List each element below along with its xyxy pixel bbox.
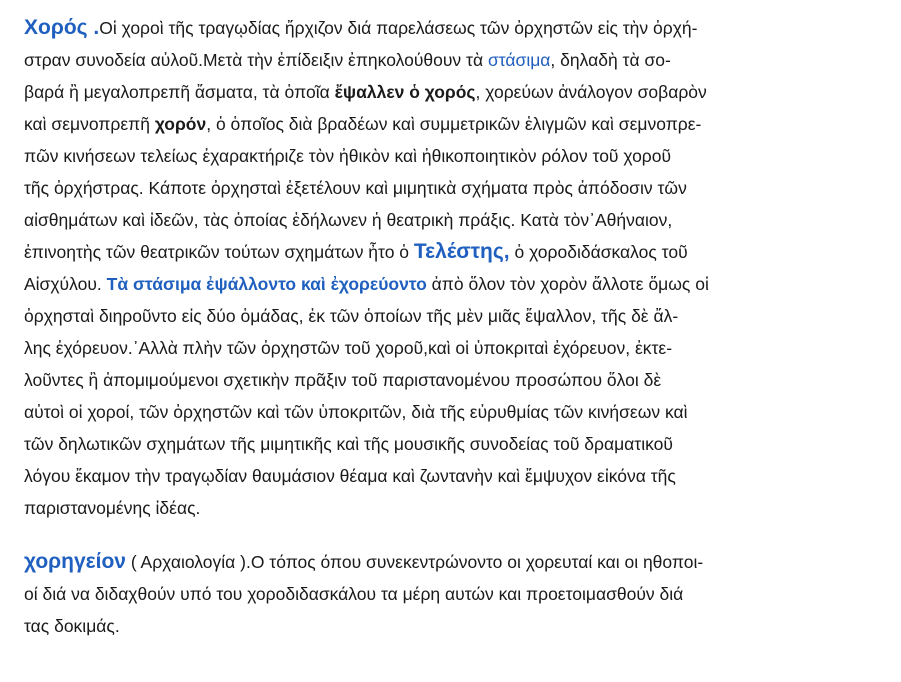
- highlight-stasima-phrase: Τὰ στάσιμα ἐψάλλοντο καὶ ἐχορεύοντο: [106, 274, 427, 294]
- text-line: τῆς ὀρχήστρας. Κάποτε ὀρχησταὶ ἐξετέλουν καὶ μιμητικὰ σχήματα πρὸς ἀπόδοσιν τῶν: [24, 178, 687, 198]
- text-line: τας δοκιμάς.: [24, 616, 120, 636]
- text-line: οί διά να διδαχθούν υπό του χοροδιδασκάλου τα μέρη αυτών και προετοιμασθούν διά: [24, 584, 684, 604]
- text-line: βαρά ἢ μεγαλοπρεπῆ ἄσματα, τὰ ὁποῖα ἔψαλλεν ὁ χορός, χορεύων ἀνάλογον σοβαρὸν: [24, 82, 707, 102]
- text-line: ἐπινοητὴς τῶν θεατρικῶν τούτων σχημάτων ἦτο ὁ Τελέστης, ὁ χοροδιδάσκαλος τοῦ: [24, 240, 688, 263]
- highlight-stasima: στάσιμα: [487, 50, 551, 70]
- text-line: λόγου ἔκαμον τὴν τραγῳδίαν θαυμάσιον θέαμα καὶ ζωντανὴν καὶ ἔμψυχον εἰκόνα τῆς: [24, 466, 676, 486]
- entry-choregeion: [24, 546, 890, 642]
- text-line: αἰσθημάτων καὶ ἰδεῶν, τὰς ὁποίας ἐδήλωνεν ἡ θεατρικὴ πράξις. Κατὰ τὸν᾽Αθήναιον,: [24, 210, 673, 230]
- text-line: πῶν κινήσεων τελείως ἐχαρακτήριζε τὸν ἠθικὸν καὶ ἠθικοποιητικὸν ρόλον τοῦ χοροῦ: [24, 146, 672, 166]
- text-line: Χορός .Οἱ χοροὶ τῆς τραγῳδίας ἤρχιζον διά παρελάσεως τῶν ὀρχηστῶν εἰς τὴν ὀρχή-: [24, 16, 698, 39]
- text-line: Αἰσχύλου. Τὰ στάσιμα ἐψάλλοντο καὶ ἐχορεύοντο ἀπὸ ὅλον τὸν χορὸν ἄλλοτε ὅμως οἱ: [24, 274, 709, 294]
- text-line: χορηγείον ( Αρχαιολογία ).Ο τόπος όπου συνεκεντρώνοντο οι χορευταί και οι ηθοποι-: [24, 550, 704, 573]
- entry-choros: [24, 12, 890, 524]
- entry-gap: [24, 524, 890, 546]
- text-line: αὐτοὶ οἱ χοροί, τῶν ὀρχηστῶν καὶ τῶν ὑποκριτῶν, διὰ τῆς εὐρυθμίας τῶν κινήσεων καὶ: [24, 402, 688, 422]
- bold-choron: χορόν: [154, 114, 207, 134]
- term-choregeion: χορηγείον: [24, 550, 126, 573]
- term-telestis: Τελέστης,: [413, 240, 510, 263]
- text-line: ὀρχησταὶ διηροῦντο εἰς δύο ὁμάδας, ἐκ τῶν ὁποίων τῆς μὲν μιᾶς ἔψαλλον, τῆς δὲ ἄλ-: [24, 306, 679, 326]
- bold-epsallen: ἔψαλλεν ὁ χορός: [334, 82, 476, 102]
- document-page: [24, 12, 890, 642]
- text-line: στραν συνοδεία αὐλοῦ.Μετὰ τὴν ἐπίδειξιν ἐπηκολούθουν τὰ στάσιμα, δηλαδὴ τὰ σο-: [24, 50, 671, 70]
- text-line: τῶν δηλωτικῶν σχημάτων τῆς μιμητικῆς καὶ τῆς μουσικῆς συνοδείας τοῦ δραματικοῦ: [24, 434, 673, 454]
- text-line: λης ἐχόρευον.᾽Αλλὰ πλὴν τῶν ὀρχηστῶν τοῦ χοροῦ,καὶ οἱ ὑποκριταὶ ἐχόρευον, ἐκτε-: [24, 338, 673, 358]
- text-line: λοῦντες ἢ ἀπομιμούμενοι σχετικὴν πρᾶξιν τοῦ παριστανομένου προσώπου ὅλοι δὲ: [24, 370, 662, 390]
- text-line: παριστανομένης ἰδέας.: [24, 498, 201, 518]
- text-line: καὶ σεμνοπρεπῆ χορόν, ὁ ὁποῖος διὰ βραδέων καὶ συμμετρικῶν ἑλιγμῶν καὶ σεμνοπρε-: [24, 114, 702, 134]
- term-choros: Χορός .: [24, 16, 100, 39]
